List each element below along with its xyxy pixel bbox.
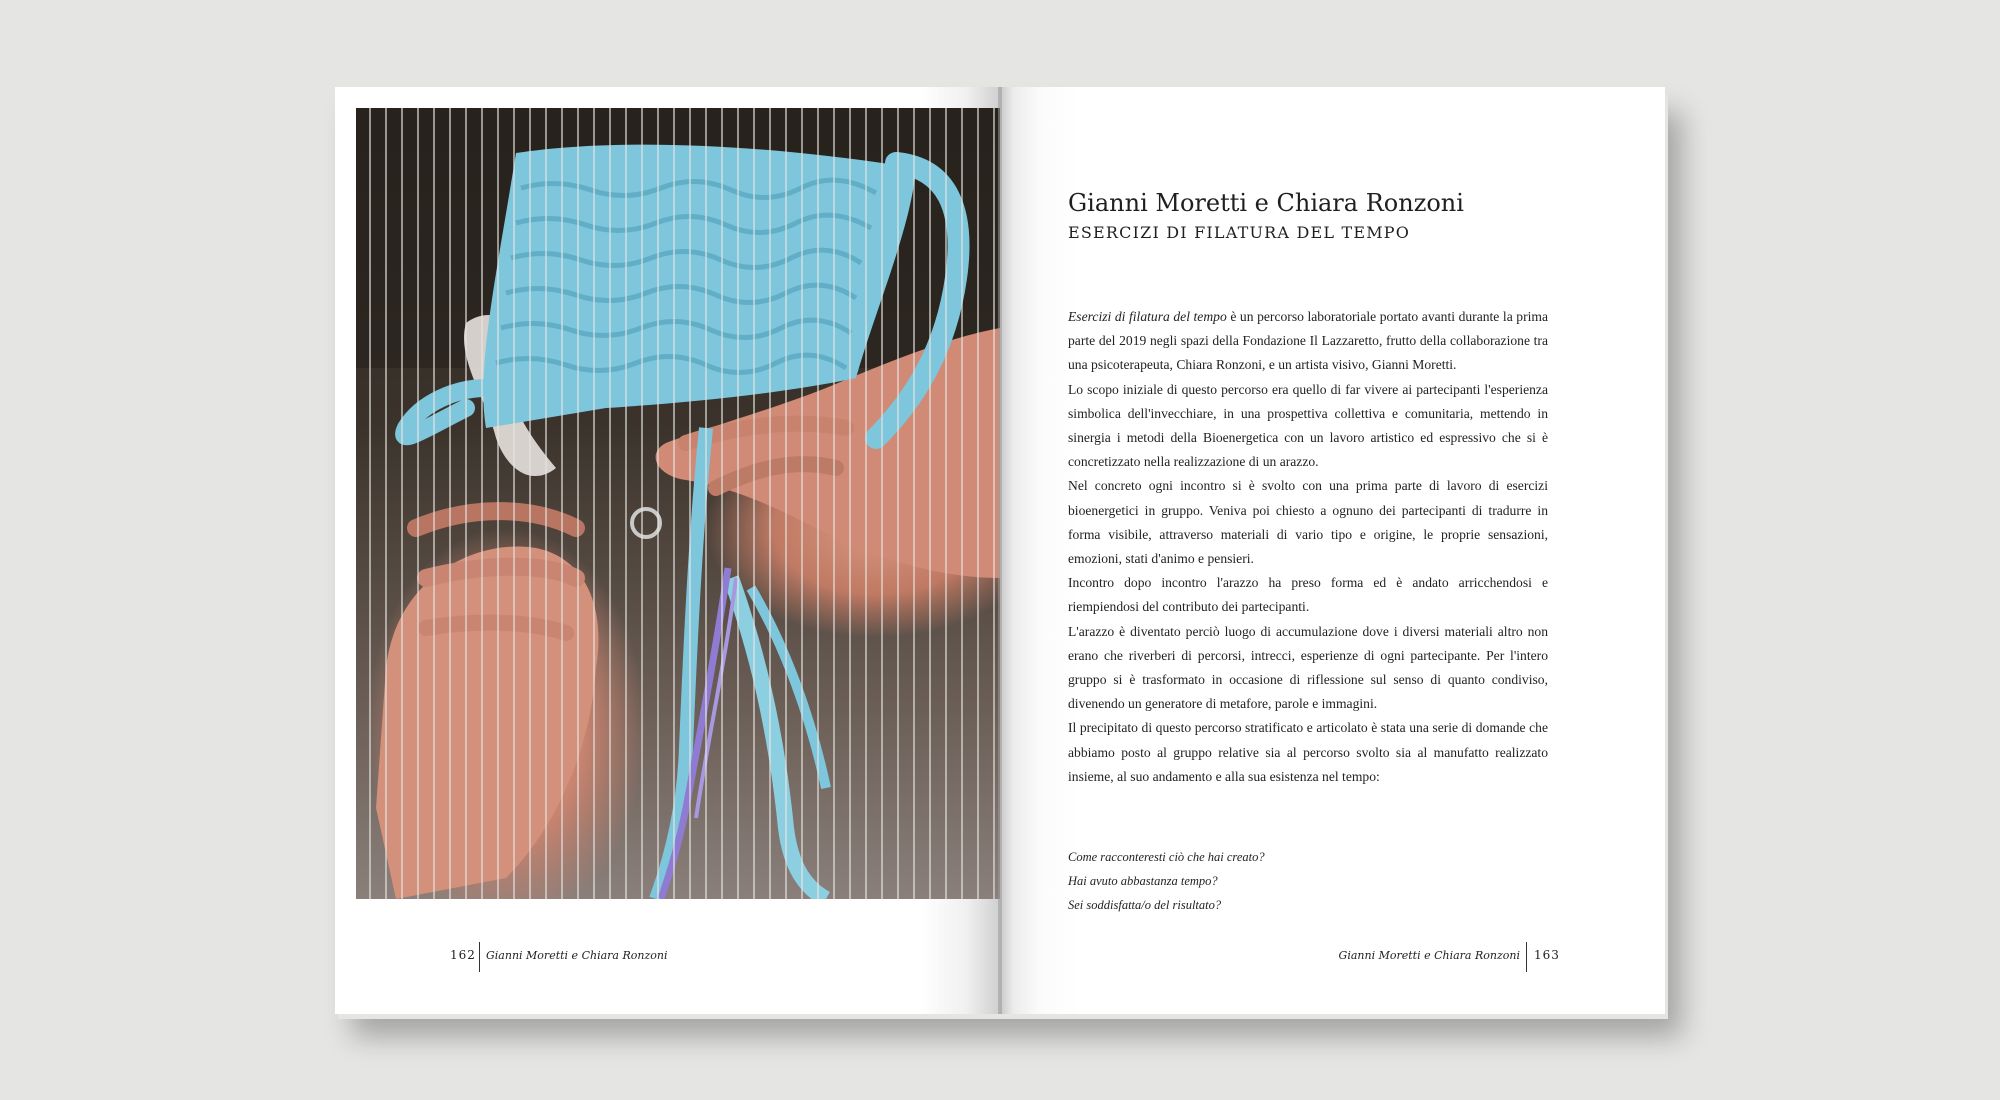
paragraph: Il precipitato di questo percorso stratificato e articolato è stata una serie di domande che abbiamo posto al gruppo relative sia al percorso svolto sia al manufatto realizzato insieme, al suo andamento e alla sua esistenza nel tempo: bbox=[1068, 720, 1548, 784]
page-number-left: 162 bbox=[450, 948, 476, 962]
book-spine bbox=[998, 87, 1002, 1014]
right-page-footer bbox=[1000, 942, 1665, 972]
paragraph: Nel concreto ogni incontro si è svolto con una prima parte di lavoro di esercizi bioenergetici in gruppo. Veniva poi chiesto a ognuno dei partecipanti di tradurre in forma visibile, attraverso materiali di vario tipo e origine, le proprie sensazioni, emozioni, stati d'animo e pensieri. bbox=[1068, 478, 1548, 567]
footer-divider-right bbox=[1526, 942, 1527, 972]
paragraph bbox=[1068, 305, 1548, 378]
question-item: Sei soddisfatta/o del risultato? bbox=[1068, 898, 1222, 913]
work-title-italic: Esercizi di filatura del tempo bbox=[1068, 309, 1227, 324]
weaving-photo bbox=[356, 108, 1000, 899]
paragraph: Lo scopo iniziale di questo percorso era quello di far vivere ai partecipanti l'esperienza simbolica dell'invecchiare, in una prospettiva collettiva e comunitaria, mettendo in sinergia i metodi della Bioenergetica con un lavoro artistico ed espressivo che si è concretizzato nella realizzazione di un arazzo. bbox=[1068, 381, 1548, 470]
running-head-right: Gianni Moretti e Chiara Ronzoni bbox=[1338, 949, 1520, 962]
body-text bbox=[1068, 305, 1548, 789]
weaving-hands-photo-icon bbox=[356, 108, 1000, 899]
open-book bbox=[335, 87, 1665, 1014]
question-item: Hai avuto abbastanza tempo? bbox=[1068, 874, 1218, 889]
left-page bbox=[335, 87, 1000, 1014]
paragraph-text: è un percorso laboratoriale portato avanti durante la prima parte del 2019 negli spazi della Fondazione Il Lazzaretto, frutto della collaborazione tra una psicoterapeuta, Chiara Ronzoni, e un artista visivo, Gianni Moretti. bbox=[1068, 309, 1549, 373]
left-page-footer bbox=[335, 942, 1000, 972]
page-subtitle: ESERCIZI DI FILATURA DEL TEMPO bbox=[1068, 223, 1411, 242]
question-item: Come racconteresti ciò che hai creato? bbox=[1068, 850, 1265, 864]
question-list bbox=[1068, 845, 1548, 918]
paragraph: Incontro dopo incontro l'arazzo ha preso forma ed è andato arricchendosi e riempiendosi del contributo dei partecipanti. bbox=[1068, 575, 1548, 615]
footer-divider-left bbox=[479, 942, 480, 972]
paragraph: L'arazzo è diventato perciò luogo di accumulazione dove i diversi materiali altro non erano che riverberi di percorsi, intrecci, esperienze di ogni partecipante. Per l'intero gruppo si è trasformato in occasione di riflessione sul senso di quanto condiviso, divenendo un generatore di metafore, parole e immagini. bbox=[1068, 623, 1548, 712]
running-head-left: Gianni Moretti e Chiara Ronzoni bbox=[486, 949, 668, 962]
page-number-right: 163 bbox=[1534, 948, 1560, 962]
page-title: Gianni Moretti e Chiara Ronzoni bbox=[1068, 189, 1464, 217]
